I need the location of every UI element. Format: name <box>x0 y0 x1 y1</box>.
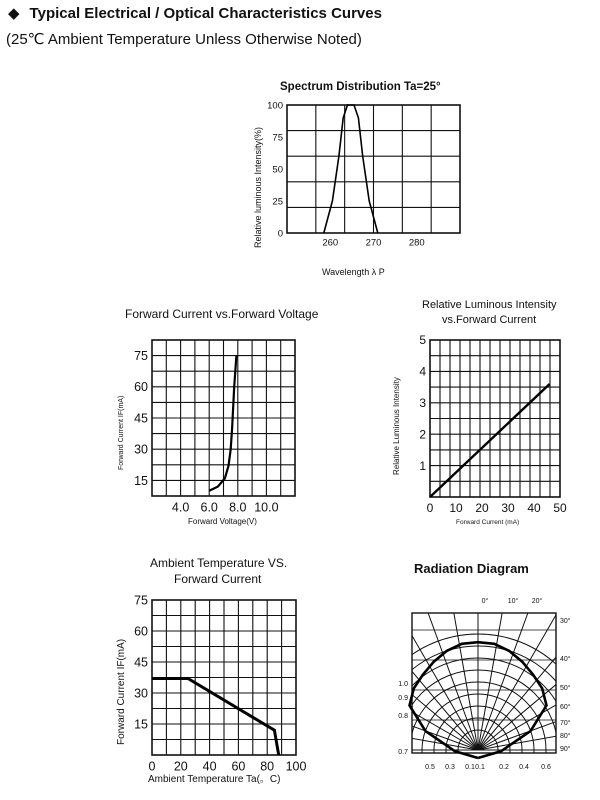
angle-label: 20° <box>531 598 543 605</box>
x-axis-label: Wavelength λ P <box>322 267 385 277</box>
x-axis-label: Forward Current (mA) <box>456 519 520 526</box>
y-axis-label: Forward Current IF(mA) <box>116 638 127 745</box>
y-tick-label: 15 <box>134 717 148 732</box>
y-tick-label: 75 <box>134 593 148 608</box>
scale-label: 0.3 <box>445 764 455 771</box>
x-tick-label: 10 <box>449 501 463 515</box>
chart-title-line-1: Relative Luminous Intensity <box>422 299 557 311</box>
y-ticks <box>134 349 148 488</box>
y-ticks <box>419 333 426 473</box>
grid <box>152 340 295 496</box>
y-tick-label: 75 <box>134 348 148 363</box>
chart-title-line-2: Forward Current <box>174 572 262 586</box>
y-tick-label: 75 <box>272 132 283 144</box>
if-vf-curve <box>209 356 236 491</box>
x-tick-label: 40 <box>202 759 217 774</box>
y-tick-label: 0 <box>277 228 283 240</box>
chart-title: Radiation Diagram <box>414 561 529 576</box>
left-scale-labels <box>398 681 408 756</box>
x-tick-label: 80 <box>260 759 275 774</box>
x-tick-label: 40 <box>527 501 541 515</box>
if-vf-chart <box>108 300 328 530</box>
x-ticks <box>149 760 307 774</box>
grid <box>430 340 560 497</box>
x-tick-label: 6.0 <box>200 500 218 515</box>
angle-label: 70° <box>560 720 571 727</box>
y-tick-label: 100 <box>267 100 283 112</box>
y-tick-label: 25 <box>272 196 283 208</box>
page-title-text: Typical Electrical / Optical Characteristics Curves <box>29 5 382 22</box>
x-tick-label: 100 <box>285 759 307 774</box>
y-tick-label: 60 <box>134 380 148 395</box>
y-axis-label: Relative Luminous Intensity <box>392 377 401 475</box>
polar-grid <box>322 594 600 800</box>
y-ticks <box>134 593 148 731</box>
x-tick-label: 0 <box>148 759 156 774</box>
spectrum-chart <box>240 70 480 285</box>
angle-label: 60° <box>560 704 571 711</box>
scale-label: 0.2 <box>499 764 509 771</box>
y-axis-label: Forward Current IF(mA) <box>118 395 125 470</box>
chart-title-line-1: Ambient Temperature VS. <box>150 556 288 570</box>
x-tick-label: 20 <box>475 501 489 515</box>
x-tick-label: 4.0 <box>171 500 190 515</box>
y-tick-label: 30 <box>134 686 148 701</box>
y-tick-label: 2 <box>419 427 426 442</box>
polar-spoke <box>478 723 600 750</box>
x-tick-label: 30 <box>501 501 515 515</box>
scale-label: 0.1 <box>475 764 485 771</box>
page-title <box>8 4 382 22</box>
angle-label: 90° <box>560 746 571 753</box>
x-ticks <box>322 238 424 249</box>
scale-label: 0.1 <box>465 764 475 771</box>
y-tick-label: 3 <box>419 396 426 410</box>
top-angle-labels <box>482 597 543 605</box>
chart-title: Forward Current vs.Forward Voltage <box>125 307 319 321</box>
angle-label: 50° <box>560 685 571 692</box>
x-tick-label: 0 <box>426 501 434 515</box>
chart-title-line-2: vs.Forward Current <box>442 314 537 326</box>
lum-if-chart <box>382 292 592 532</box>
bottom-scale-labels <box>425 764 551 771</box>
scale-label: 0.6 <box>541 764 551 771</box>
x-tick-label: 260 <box>322 237 339 249</box>
y-tick-label: 1 <box>419 458 426 473</box>
if-ta-chart <box>112 553 332 790</box>
y-tick-label: 30 <box>134 442 148 457</box>
scale-label: 1.0 <box>398 681 408 688</box>
angle-label: 10° <box>507 598 519 605</box>
angle-label: 30° <box>560 618 571 625</box>
y-tick-label: 45 <box>134 655 148 670</box>
scale-label: 0.5 <box>425 764 435 771</box>
x-ticks <box>172 501 279 515</box>
y-axis-label: Relative luminous Intensity(%) <box>253 126 263 248</box>
y-tick-label: 5 <box>419 333 426 348</box>
y-tick-label: 15 <box>134 473 148 488</box>
x-tick-label: 10.0 <box>254 500 279 515</box>
if-ta-curve <box>152 679 279 756</box>
scale-label: 0.9 <box>398 695 408 702</box>
y-tick-label: 50 <box>272 164 283 176</box>
y-ticks <box>267 100 283 239</box>
x-tick-label: 20 <box>173 759 188 774</box>
y-tick-label: 4 <box>419 364 426 379</box>
scale-label: 0.8 <box>398 713 408 720</box>
diamond-bullet-icon: ◆ <box>8 5 20 22</box>
chart-title: Spectrum Distribution Ta=25° <box>280 81 441 93</box>
y-tick-label: 45 <box>134 411 148 426</box>
x-axis-label: Forward Voltage(V) <box>188 517 257 526</box>
x-tick-label: 50 <box>553 501 567 515</box>
scale-label: 0.7 <box>398 749 408 756</box>
scale-label: 0.4 <box>519 764 529 771</box>
x-tick-label: 60 <box>231 759 246 774</box>
angle-label: 40° <box>560 656 571 663</box>
y-tick-label: 60 <box>134 624 148 639</box>
page-subtitle: (25℃ Ambient Temperature Unless Otherwise Noted) <box>6 31 362 48</box>
angle-label: 80° <box>560 733 571 740</box>
grid <box>287 105 460 233</box>
x-tick-label: 270 <box>365 237 382 249</box>
angle-label: 0° <box>481 598 489 605</box>
spectrum-curve <box>324 105 378 233</box>
polar-grid-lines <box>322 594 600 800</box>
x-tick-label: 280 <box>408 237 425 249</box>
x-tick-label: 8.0 <box>229 500 247 515</box>
x-ticks <box>427 501 567 515</box>
x-axis-label: Ambient Temperature Ta(。C) <box>148 774 281 785</box>
right-angle-labels <box>560 617 571 753</box>
radiation-chart <box>400 555 600 785</box>
